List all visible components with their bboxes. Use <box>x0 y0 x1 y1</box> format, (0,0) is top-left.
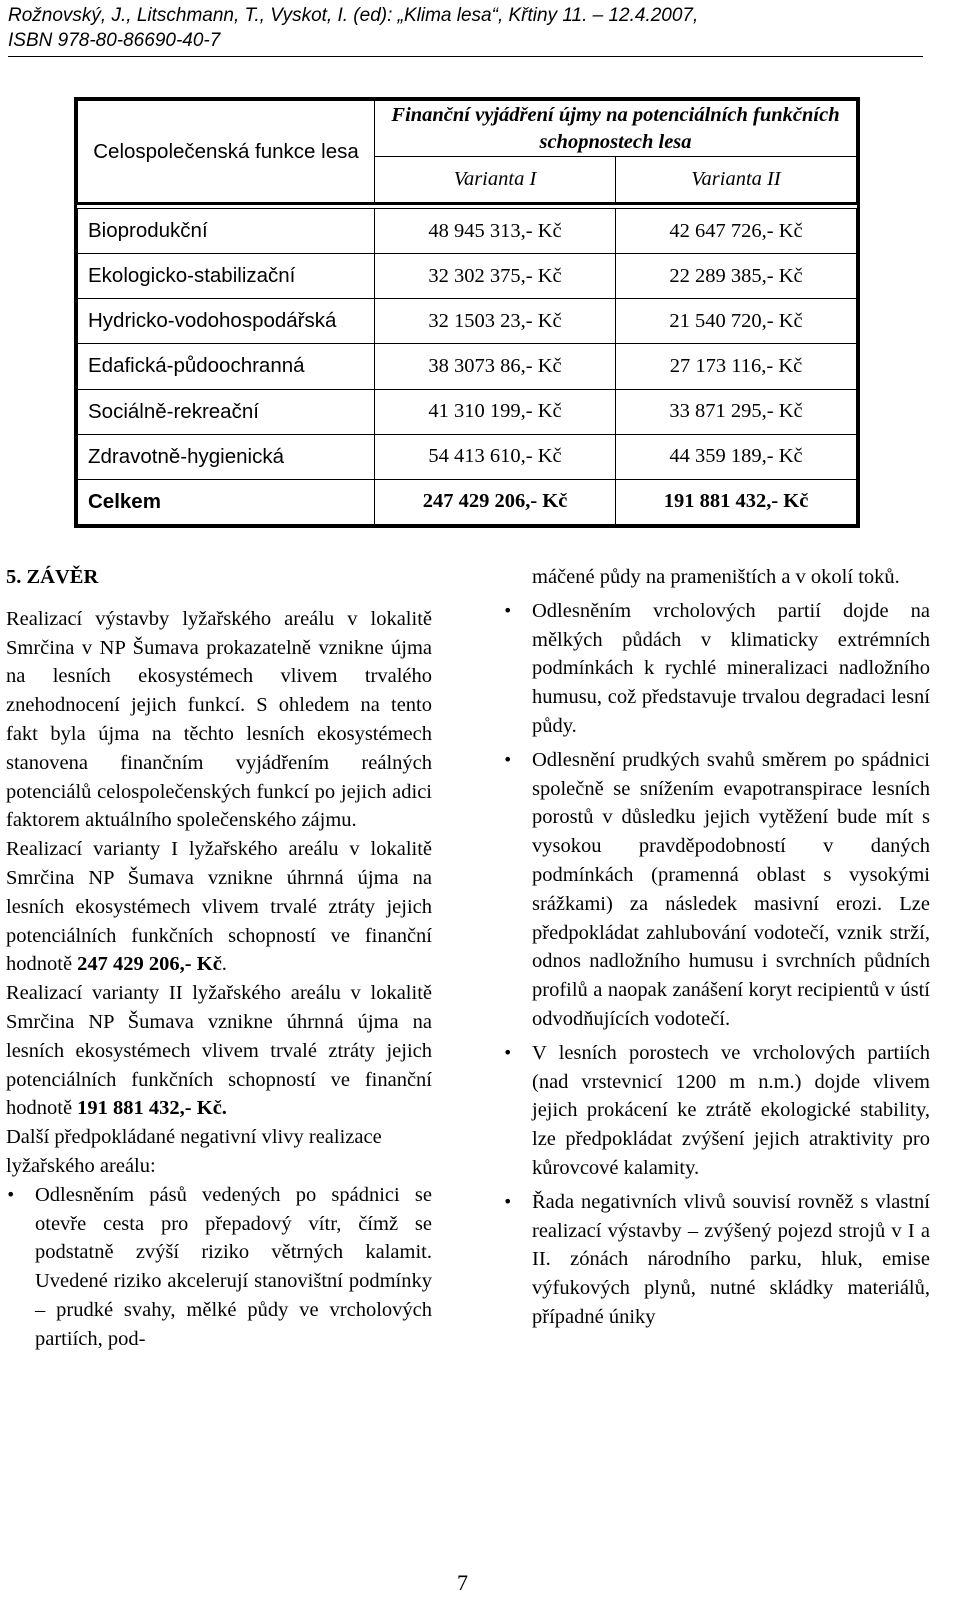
table-total-row <box>78 479 857 524</box>
row-value-v2: 22 289 385,- Kč <box>616 254 857 299</box>
left-bullet-list <box>6 1181 432 1354</box>
header-isbn: ISBN 978-80-86690-40-7 <box>8 30 221 51</box>
right-bullet-list <box>503 597 930 1332</box>
list-item: • V lesních porostech ve vrcholových partiích (nad vrstevnicí 1200 m n.m.) dojde vlivem jejich prokácení ke ztrátě ekologické stability, lze předpokládat zvýšení jejich atraktivity pro kůrovcové kalamity. <box>503 1039 930 1183</box>
row-value-v2: 44 359 189,- Kč <box>616 434 857 479</box>
continued-text: máčené půdy na prameništích a v okolí toků. <box>532 566 900 588</box>
table-row <box>78 389 857 434</box>
col-header-variant-2: Varianta II <box>616 157 857 204</box>
row-name: Bioprodukční <box>78 209 375 254</box>
paragraph-3 <box>6 979 432 1123</box>
page-header <box>8 0 923 57</box>
left-column <box>6 563 432 1359</box>
row-name: Zdravotně-hygienická <box>78 434 375 479</box>
damage-table-grid <box>77 100 857 525</box>
total-label: Celkem <box>78 479 375 524</box>
paragraph-2-text: Realizací varianty I lyžařského areálu v lokalitě Smrčina NP Šumava vznikne úhrnná újma na lesních ekosystémech vlivem trvalé ztráty jejich potenciálních funkčních schopností ve finanční hodnotě <box>6 838 432 976</box>
damage-table <box>74 97 860 528</box>
table-row <box>78 344 857 389</box>
col-header-group: Finanční vyjádření újmy na potenciálních funkčních schopnostech lesa <box>375 101 857 157</box>
right-column <box>503 563 930 1337</box>
col-header-function: Celospolečenská funkce lesa <box>78 101 375 204</box>
row-value-v2: 33 871 295,- Kč <box>616 389 857 434</box>
total-value-v2: 191 881 432,- Kč <box>616 479 857 524</box>
paragraph-1: Realizací výstavby lyžařského areálu v lokalitě Smrčina v NP Šumava prokazatelně vznikne újma na lesních ekosystémech vlivem trvalého znehodnocení jejich funkcí. S ohledem na tento fakt byla újma na těchto lesních ekosystémech stanovena finančním vyjádřením reálných potenciálů celospolečenských funkcí po jejich adici faktorem aktuálního společenského zájmu. <box>6 607 432 832</box>
row-value-v1: 54 413 610,- Kč <box>375 434 616 479</box>
table-row <box>78 209 857 254</box>
row-value-v1: 32 302 375,- Kč <box>375 254 616 299</box>
row-name: Hydricko-vodohospodářská <box>78 299 375 344</box>
list-item: • Odlesněním vrcholových partií dojde na mělkých půdách v klimaticky extrémních podmínkách k rychlé mineralizaci nadložního humusu, což představuje trvalou degradaci lesní půdy. <box>503 597 930 741</box>
list-item: • Řada negativních vlivů souvisí rovněž s vlastní realizací výstavby – zvýšený pojezd strojů v I a II. zónách národního parku, hluk, emise výfukových plynů, nutné skládky materiálů, případné úniky <box>503 1188 930 1332</box>
total-value-v1: 247 429 206,- Kč <box>375 479 616 524</box>
table-row <box>78 434 857 479</box>
table-row <box>78 299 857 344</box>
row-value-v2: 27 173 116,- Kč <box>616 344 857 389</box>
page-number: 7 <box>457 1570 468 1595</box>
row-name: Sociálně-rekreační <box>78 389 375 434</box>
table-row <box>78 254 857 299</box>
list-item: • Odlesněním pásů vedených po spádnici se otevře cesta pro přepadový vítr, čímž se podstatně zvýší riziko větrných kalamit. Uvedené riziko akcelerují stanovištní podmínky – prudké svahy, mělké půdy ve vrcholových partiích, pod- <box>6 1181 432 1354</box>
header-citation: Rožnovský, J., Litschmann, T., Vyskot, I. (ed): „Klima lesa“, Křtiny 11. – 12.4.2007, <box>8 5 699 26</box>
paragraph-2: Realizací varianty I lyžařského areálu v lokalitě Smrčina NP Šumava vznikne úhrnná újma na lesních ekosystémech vlivem trvalé ztráty jejich potenciálních funkčních schopností ve finanční hodnotě 247 429 206,- Kč. <box>6 838 432 976</box>
row-value-v2: 42 647 726,- Kč <box>616 209 857 254</box>
row-name: Ekologicko-stabilizační <box>78 254 375 299</box>
col-header-variant-1: Varianta I <box>375 157 616 204</box>
row-value-v1: 41 310 199,- Kč <box>375 389 616 434</box>
section-title: 5. ZÁVĚR <box>6 566 99 588</box>
row-value-v2: 21 540 720,- Kč <box>616 299 857 344</box>
paragraph-2-value: 247 429 206,- Kč <box>77 953 222 976</box>
paragraph-3-value: 191 881 432,- Kč. <box>77 1097 227 1120</box>
row-value-v1: 32 1503 23,- Kč <box>375 299 616 344</box>
row-value-v1: 38 3073 86,- Kč <box>375 344 616 389</box>
list-item: • Odlesnění prudkých svahů směrem po spádnici společně se snížením evapotranspirace lesních porostů v důsledku jejich vytěžení bude mít s vysokou pravděpodobností v daných podmínkách (pramenná oblast s vysokými srážkami) za následek masivní erozi. Lze předpokládat zahlubování vodotečí, vznik strží, odnos nadložního humusu i svrchních půdních profilů a naopak zanášení koryt recipientů v ústí odvodňujících vodotečí. <box>503 746 930 1034</box>
row-name: Edafická-půdoochranná <box>78 344 375 389</box>
row-value-v1: 48 945 313,- Kč <box>375 209 616 254</box>
paragraph-4: Další předpokládané negativní vlivy realizace lyžařského areálu: <box>6 1126 382 1177</box>
paragraph-3-text: Realizací varianty II lyžařského areálu v lokalitě Smrčina NP Šumava vznikne úhrnná újma na lesních ekosystémech vlivem trvalé ztráty jejich potenciálních funkčních schopností ve finanční hodnotě <box>6 982 432 1120</box>
